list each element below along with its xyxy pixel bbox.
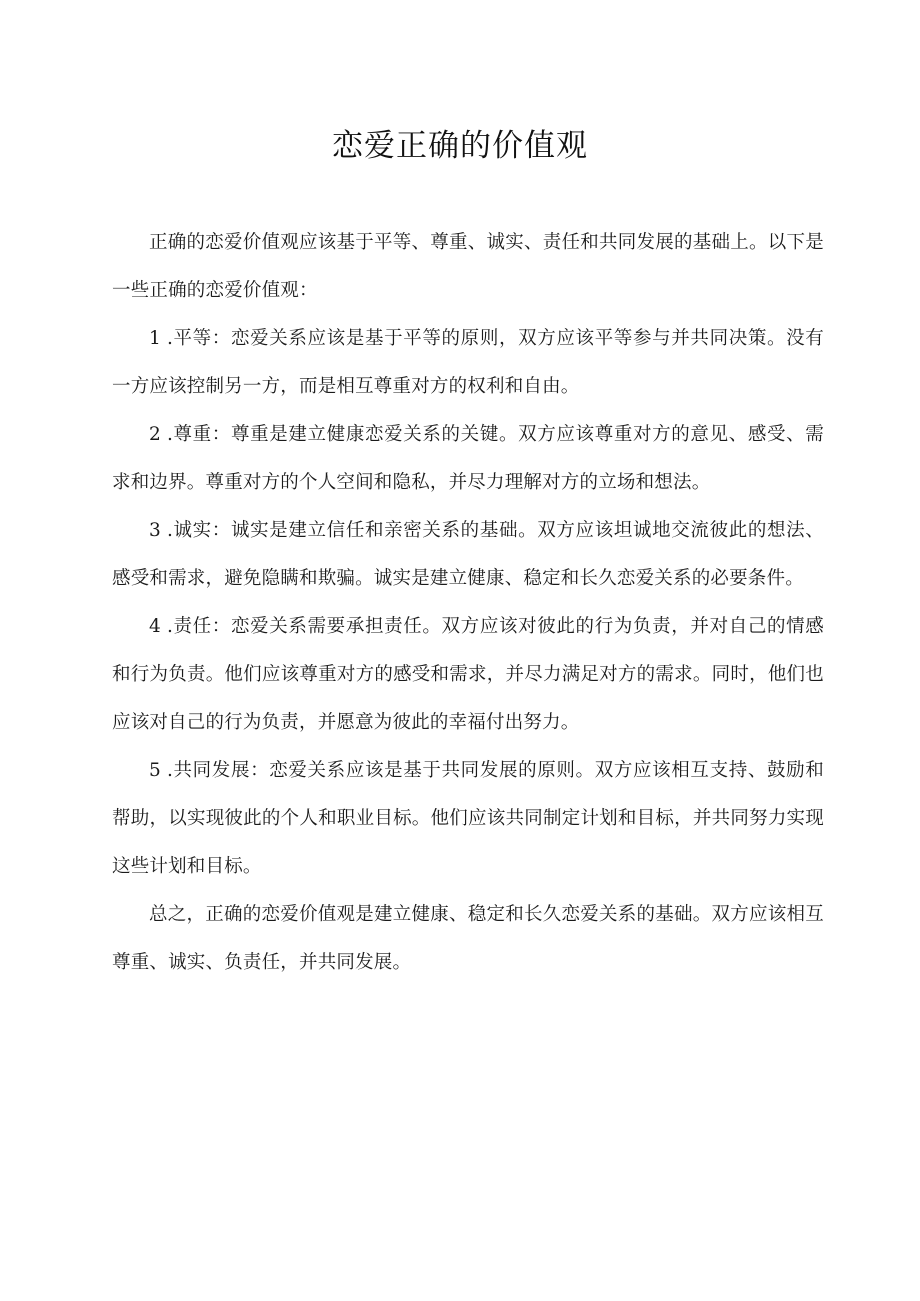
list-item-equality <box>112 315 824 411</box>
list-item-common-development <box>112 747 824 891</box>
list-item-number: 3 <box>149 520 161 541</box>
conclusion-paragraph: 总之，正确的恋爱价值观是建立健康、稳定和长久恋爱关系的基础。双方应该相互尊重、诚实、负责任，并共同发展。 <box>112 904 824 973</box>
list-item-number: 1 <box>149 328 161 349</box>
document-title: 恋爱正确的价值观 <box>332 128 588 164</box>
list-item-number: 5 <box>149 760 161 781</box>
list-item-responsibility <box>112 603 824 747</box>
list-item-number: 2 <box>149 424 161 445</box>
list-item-respect <box>112 411 824 507</box>
list-item-text: .责任：恋爱关系需要承担责任。双方应该对彼此的行为负责，并对自己的情感和行为负责。他们应该尊重对方的感受和需求，并尽力满足对方的需求。同时，他们也应该对自己的行为负责，并愿意为彼此的幸福付出努力。 <box>112 616 824 733</box>
intro-paragraph: 正确的恋爱价值观应该基于平等、尊重、诚实、责任和共同发展的基础上。以下是一些正确的恋爱价值观： <box>112 232 824 301</box>
list-item-text: .诚实：诚实是建立信任和亲密关系的基础。双方应该坦诚地交流彼此的想法、感受和需求，避免隐瞒和欺骗。诚实是建立健康、稳定和长久恋爱关系的必要条件。 <box>112 520 824 589</box>
list-item-honesty <box>112 507 824 603</box>
list-item-text: .平等：恋爱关系应该是基于平等的原则，双方应该平等参与并共同决策。没有一方应该控制另一方，而是相互尊重对方的权利和自由。 <box>112 328 824 397</box>
document-body <box>112 219 824 987</box>
list-item-text: .尊重：尊重是建立健康恋爱关系的关键。双方应该尊重对方的意见、感受、需求和边界。尊重对方的个人空间和隐私，并尽力理解对方的立场和想法。 <box>112 424 824 493</box>
list-item-text: .共同发展：恋爱关系应该是基于共同发展的原则。双方应该相互支持、鼓励和帮助，以实现彼此的个人和职业目标。他们应该共同制定计划和目标，并共同努力实现这些计划和目标。 <box>112 760 824 877</box>
list-item-number: 4 <box>149 616 161 637</box>
